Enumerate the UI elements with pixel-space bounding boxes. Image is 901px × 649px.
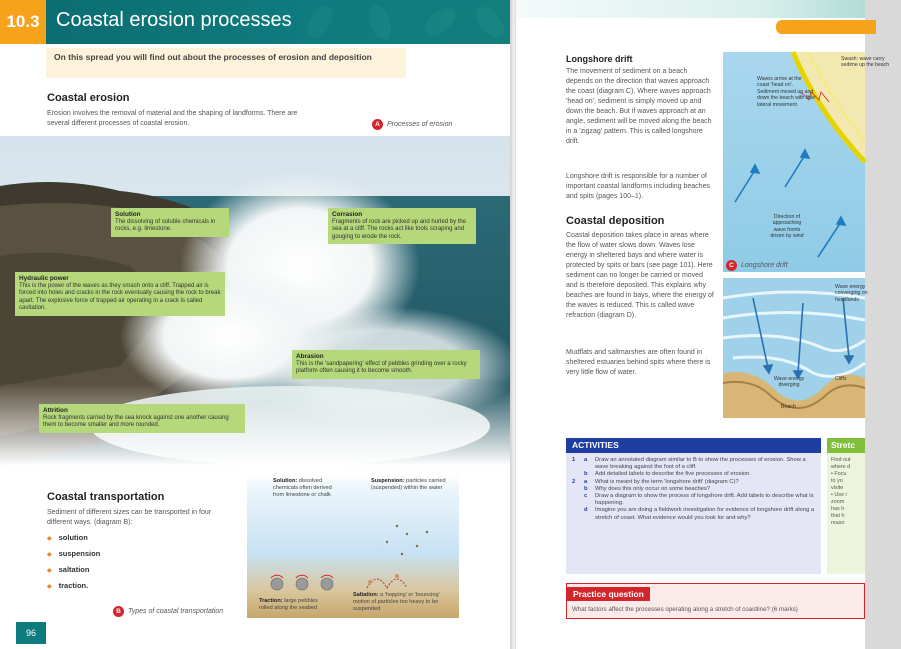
activity-number: 2 xyxy=(572,478,576,485)
longshore-drift-p1: The movement of sediment on a beach depends on the direction that waves approach the coast (diagram C). Where waves approach 'head on', sediment is simply moved up and down the beach. But if waves approach at an angle, sediment will be moved along the beach in a 'zigzag' pattern. This is called longshore drift. xyxy=(566,68,712,145)
stretch-line: has h xyxy=(831,506,845,512)
activity-text: Draw a diagram to show the process of longshore drift. Add labels to describe what is happening. xyxy=(595,493,814,507)
activity-item xyxy=(572,457,815,471)
callout-hydraulic-text: This is the power of the waves as they smash onto a cliff. Trapped air is forced into holes and cracks in the rock eventually causing the rock to break apart. The explosive force of trapped air operating in a crack is called cavitation. xyxy=(19,282,221,311)
coastal-erosion-text: Erosion involves the removal of material and the shaping of landforms. There are several different processes of coastal erosion. xyxy=(47,110,298,127)
callout-solution-title: Solution xyxy=(115,211,141,218)
suspension-note-title: Suspension: xyxy=(371,478,405,484)
activity-text: What is meant by the term 'longshore drift' (diagram C)? xyxy=(595,478,739,485)
traction-note-text: large pebbles rolled along the seabed xyxy=(259,598,318,611)
figure-a-caption: Processes of erosion xyxy=(387,121,453,128)
figure-b-label xyxy=(113,606,223,617)
right-page xyxy=(516,0,890,649)
beach-label: Beach xyxy=(781,404,796,410)
activity-item xyxy=(572,493,815,507)
activity-number xyxy=(572,493,580,507)
callout-corrasion-text: Fragments of rock are picked up and hurled by the sea at a cliff. The rocks act like tools scraping and gouging to erode the rock. xyxy=(332,218,467,240)
cliffs-label: Cliffs xyxy=(835,376,847,382)
swash-note: Swash: wave carry sedime up the beach xyxy=(841,56,890,69)
practice-question-box xyxy=(566,583,865,619)
callout-attrition xyxy=(39,404,245,433)
activity-item xyxy=(572,471,815,478)
stretch-line: visite xyxy=(831,485,844,491)
stretch-line: • Focu xyxy=(831,471,847,477)
saltation-note-text: a 'hopping' or 'bouncing' motion of particles too heavy to be suspended xyxy=(353,592,440,612)
saltation-note-title: Saltation: xyxy=(353,592,379,598)
stretch-line: reaso xyxy=(831,520,845,526)
leaf-pattern-icon xyxy=(420,0,460,44)
activity-number xyxy=(572,471,580,478)
saltation-note xyxy=(353,592,453,613)
leaf-pattern-icon xyxy=(300,0,340,44)
coastal-erosion-heading: Coastal erosion xyxy=(47,92,130,104)
stretch-heading: Stretc xyxy=(827,438,865,453)
solution-note-title: Solution: xyxy=(273,478,298,484)
practice-question-heading: Practice question xyxy=(567,587,650,601)
coastal-deposition-heading: Coastal deposition xyxy=(566,215,665,227)
figure-a-label xyxy=(372,119,452,130)
page-number: 96 xyxy=(16,622,46,644)
figure-c-label xyxy=(726,260,788,271)
stretch-line: that h xyxy=(831,513,845,519)
longshore-drift-heading: Longshore drift xyxy=(566,54,633,64)
activity-letter: c xyxy=(584,493,588,500)
leaf-pattern-icon xyxy=(470,0,510,44)
activity-item xyxy=(572,486,815,493)
activity-text: Why does this only occur on some beaches? xyxy=(595,485,711,492)
stretch-text xyxy=(827,453,865,531)
activity-letter: b xyxy=(584,485,588,492)
activity-number xyxy=(572,507,580,521)
coastal-transportation-heading: Coastal transportation xyxy=(47,491,165,503)
callout-corrasion-title: Corrasion xyxy=(332,211,363,218)
section-title: Coastal erosion processes xyxy=(56,9,292,31)
activity-number xyxy=(572,486,580,493)
stretch-line: Find out xyxy=(831,457,851,463)
callout-hydraulic-title: Hydraulic power xyxy=(19,275,69,282)
list-item: ◆ solution xyxy=(47,533,100,549)
longshore-drift-diagram xyxy=(723,52,890,272)
figure-c-caption: Longshore drift xyxy=(741,262,788,269)
activity-letter: d xyxy=(584,507,588,514)
head-on-note: Waves arrive at the coast 'head on'. Sediment moved up and down the beach with little lateral movement. xyxy=(757,76,815,108)
activity-text: Add detailed labels to describe the five processes of erosion. xyxy=(595,471,751,478)
right-header-strip xyxy=(516,0,865,18)
callout-solution-text: The dissolving of soluble chemicals in rocks, e.g. limestone. xyxy=(115,218,216,232)
converging-note: Wave energy converging on headlands xyxy=(835,284,868,303)
stretch-line: to yo xyxy=(831,478,843,484)
callout-corrasion xyxy=(328,208,476,244)
figure-c-badge: C xyxy=(726,260,737,271)
wave-direction-note: Direction of approaching wave fronts driven by wind xyxy=(770,214,804,240)
right-header-tab xyxy=(776,20,876,34)
list-item: ◆ saltation xyxy=(47,565,100,581)
traction-note xyxy=(259,598,331,612)
diverging-note: Wave energy diverging xyxy=(773,376,805,389)
figure-a-badge: A xyxy=(372,119,383,130)
activity-text: Draw an annotated diagram similar to B to show the processes of erosion. Show a wave breaking against the foot of a cliff. xyxy=(595,457,806,471)
coastal-deposition-p1: Coastal deposition takes place in areas where the flow of water slows down. Waves lose energy in sheltered bays and where water is protected by spits or bars (see page 101). Here sediment can no longer be carried or moved and is therefore deposited. This explains why beaches are found in bays, where the energy of the waves is reduced. This is called wave refraction (diagram D). xyxy=(566,232,714,319)
leaf-pattern-icon xyxy=(360,0,400,44)
figure-b-caption: Types of coastal transportation xyxy=(128,608,224,615)
activities-heading: ACTIVITIES xyxy=(566,438,821,453)
section-number: 10.3 xyxy=(0,0,46,44)
callout-hydraulic-power xyxy=(15,272,225,316)
callout-abrasion xyxy=(292,350,480,379)
coastal-transportation-text: Sediment of different sizes can be transported in four different ways. (diagram B): xyxy=(47,509,212,526)
intro-box: On this spread you will find out about the processes of erosion and deposition xyxy=(46,48,406,78)
section-header xyxy=(0,0,512,44)
callout-solution xyxy=(111,208,229,237)
activity-letter: a xyxy=(584,478,588,485)
stretch-line: • Use i xyxy=(831,492,847,498)
callout-abrasion-title: Abrasion xyxy=(296,353,324,360)
callout-attrition-title: Attrition xyxy=(43,407,68,414)
activity-item xyxy=(572,507,815,521)
solution-note-text: dissolved chemicals often derived from limestone or chalk xyxy=(273,478,332,498)
callout-attrition-text: Rock fragments carried by the sea knock against one another causing them to become smaller and more rounded. xyxy=(43,414,229,428)
activity-number: 1 xyxy=(572,457,576,463)
activities-list xyxy=(566,453,821,526)
stretch-line: zoom xyxy=(831,499,845,505)
traction-note-title: Traction: xyxy=(259,598,283,604)
suspension-note-text: particles carried (suspended) within the water xyxy=(371,478,446,491)
activity-item xyxy=(572,479,815,486)
coastal-erosion-photo xyxy=(0,136,512,466)
coastal-deposition-p2: Mudflats and saltmarshes are often found in sheltered estuaries behind spits where there is very little flow of water. xyxy=(566,349,711,376)
list-item: ◆ traction. xyxy=(47,581,100,597)
activity-letter: a xyxy=(584,457,588,463)
figure-b-badge: B xyxy=(113,606,124,617)
list-item: ◆ suspension xyxy=(47,549,100,565)
activity-letter: b xyxy=(584,471,588,478)
activity-text: Imagine you are doing a fieldwork investigation for evidence of longshore drift along a stretch of coast. What evidence would you look for and why? xyxy=(595,507,815,521)
practice-question-text: What factors affect the processes operating along a stretch of coastline? (6 marks) xyxy=(572,606,798,613)
stretch-box xyxy=(827,438,865,574)
longshore-drift-p2: Longshore drift is responsible for a number of important coastal landforms including beaches and spits (pages 100–1). xyxy=(566,173,710,200)
activities-box xyxy=(566,438,821,574)
stretch-line: where d xyxy=(831,464,851,470)
transportation-diagram xyxy=(247,474,459,618)
callout-abrasion-text: This is the 'sandpapering' effect of pebbles grinding over a rocky platform often causing it to become smooth. xyxy=(296,360,467,374)
wave-refraction-diagram xyxy=(723,278,868,418)
transportation-list xyxy=(47,533,100,597)
